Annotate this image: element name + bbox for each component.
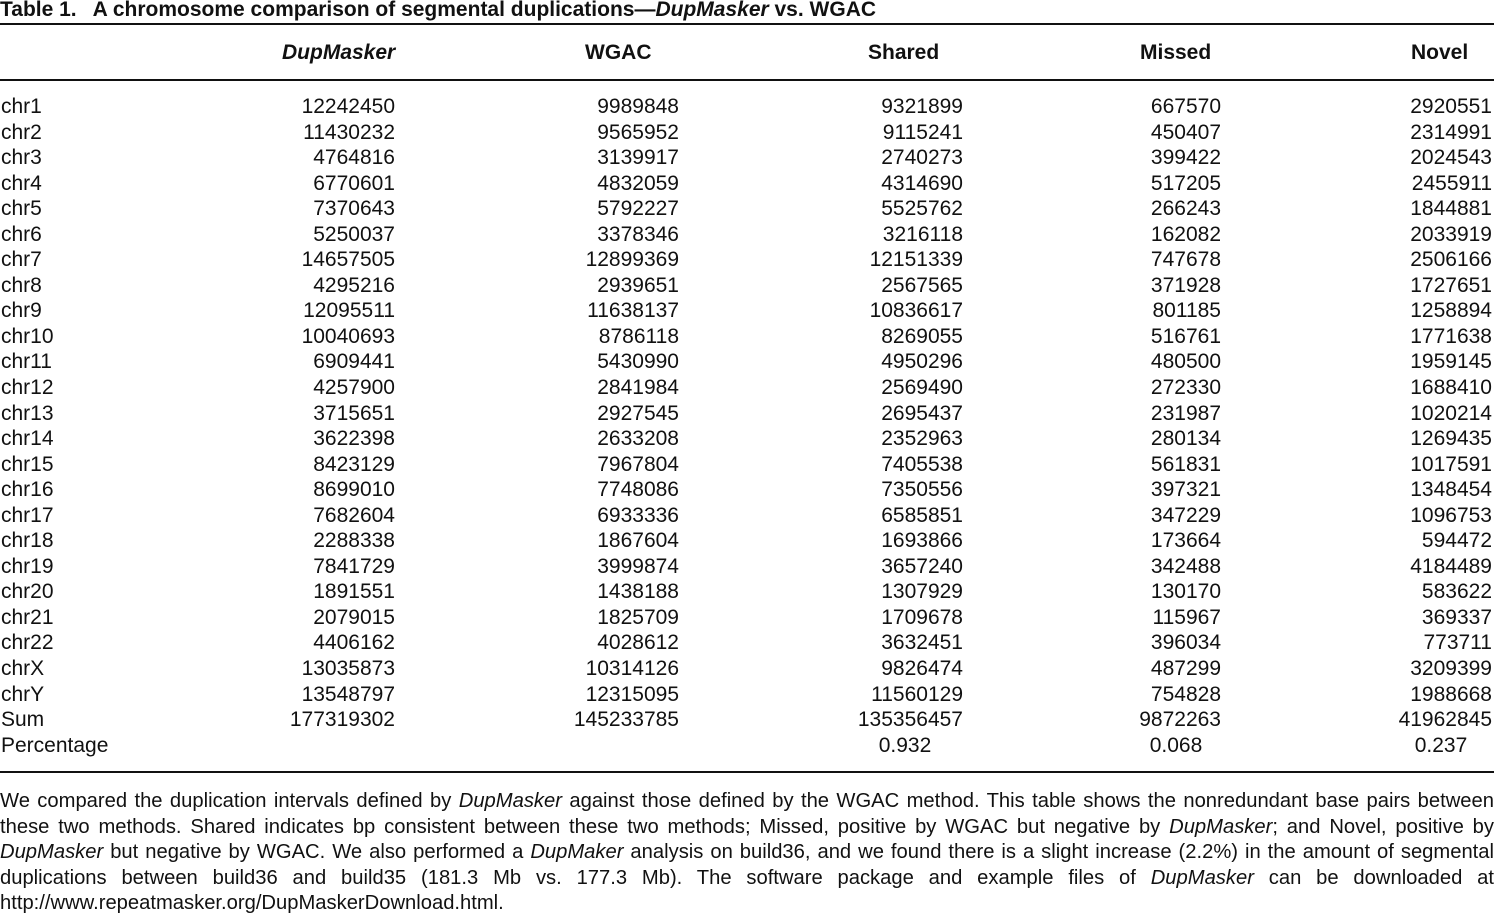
- cell-missed: 231987: [1150, 401, 1221, 425]
- cell-missed: 371928: [1150, 273, 1221, 297]
- cell-missed: 130170: [1150, 580, 1221, 604]
- top-rule: [0, 23, 1494, 25]
- cell-wgac: 10314126: [585, 657, 679, 681]
- row-label: chr12: [1, 376, 54, 400]
- cell-wgac: 3378346: [597, 222, 679, 246]
- cell-novel: 2455911: [1411, 171, 1492, 195]
- cell-missed: 480500: [1150, 350, 1221, 374]
- cell-shared: 1307929: [881, 580, 963, 604]
- cell-dupmasker: 7841729: [313, 554, 395, 578]
- cell-dupmasker: 11430232: [303, 120, 395, 144]
- cell-wgac: 12315095: [585, 682, 679, 706]
- cell-dupmasker: 3715651: [313, 401, 395, 425]
- cell-dupmasker: 8699010: [313, 478, 395, 502]
- cell-dupmasker: 2288338: [313, 529, 395, 553]
- cell-shared: 7405538: [881, 452, 963, 476]
- row-label: chr10: [1, 324, 54, 348]
- row-label: chr9: [1, 299, 42, 323]
- percentage-missed: 0.068: [1149, 733, 1203, 757]
- cell-shared: 9115241: [882, 120, 963, 144]
- cell-wgac: 1867604: [597, 529, 679, 553]
- percentage-novel: 0.237: [1414, 733, 1468, 757]
- cell-novel: 594472: [1421, 529, 1492, 553]
- table-footnote: [0, 789, 1494, 917]
- cell-novel: 1096753: [1410, 503, 1492, 527]
- bottom-rule: [0, 771, 1494, 773]
- footnote-text: ; and Novel, positive by: [1272, 815, 1494, 838]
- cell-wgac: 3999874: [597, 554, 679, 578]
- cell-dupmasker: 13548797: [301, 682, 395, 706]
- cell-novel: 1959145: [1410, 350, 1492, 374]
- cell-missed: 173664: [1150, 529, 1221, 553]
- footnote-italic: DupMasker: [458, 790, 562, 812]
- row-label: chr18: [1, 529, 54, 553]
- table-title-text-2: vs. WGAC: [768, 0, 877, 21]
- header-dupmasker: DupMasker: [282, 41, 396, 64]
- cell-missed: 272330: [1150, 376, 1221, 400]
- cell-missed: 801185: [1152, 299, 1221, 323]
- cell-shared: 4314690: [881, 171, 963, 195]
- cell-shared: 3632451: [881, 631, 963, 655]
- table-row: [0, 196, 1494, 222]
- cell-dupmasker: 4764816: [313, 146, 395, 170]
- cell-missed: 9872263: [1139, 708, 1221, 732]
- footnote-text: analysis on build36, and we found there is a slight increase (2.2%) in the amount of segmental duplications between build36 and build35 (181.3 Mb vs. 177.3 Mb). The software package and example files of: [0, 841, 1494, 889]
- table-row: [0, 298, 1494, 324]
- cell-shared: 3657240: [881, 554, 963, 578]
- table-row: [0, 579, 1494, 605]
- cell-wgac: 2841984: [597, 376, 679, 400]
- row-label: chr3: [1, 146, 42, 170]
- table-row: [0, 120, 1494, 146]
- row-label: chr14: [1, 427, 54, 451]
- cell-wgac: 2927545: [597, 401, 679, 425]
- cell-shared: 6585851: [881, 503, 963, 527]
- cell-shared: 10836617: [869, 299, 963, 323]
- cell-missed: 667570: [1150, 95, 1221, 118]
- cell-shared: 9826474: [881, 657, 963, 681]
- cell-novel: 1688410: [1410, 376, 1492, 400]
- footnote-italic: DupMasker: [0, 841, 104, 863]
- header-missed: Missed: [1140, 41, 1212, 64]
- cell-novel: 2024543: [1410, 146, 1492, 170]
- cell-dupmasker: 10040693: [301, 324, 395, 348]
- table-number: Table 1.: [0, 0, 77, 21]
- cell-novel: 773711: [1423, 631, 1492, 655]
- footnote-italic: DupMasker: [1150, 866, 1254, 889]
- cell-shared: 12151339: [869, 248, 963, 272]
- table-title-text-1: A chromosome comparison of segmental duplications—: [92, 0, 656, 21]
- cell-wgac: 7748086: [597, 478, 679, 502]
- footnote-italic: DupMasker: [1169, 815, 1273, 838]
- cell-novel: 1988668: [1410, 682, 1492, 706]
- cell-dupmasker: 1891551: [313, 580, 395, 604]
- cell-dupmasker: 7370643: [313, 197, 395, 221]
- row-label: Sum: [1, 708, 45, 732]
- table-row: [0, 528, 1494, 554]
- cell-novel: 3209399: [1410, 657, 1492, 681]
- footnote-text: against those defined by the WGAC method. This table shows the nonredundant base pairs between these two methods. Shared indicates bp consistent between these two methods; Missed, positive by WGAC but negative by: [0, 790, 1494, 838]
- cell-shared: 4950296: [881, 350, 963, 374]
- header-shared: Shared: [868, 41, 940, 64]
- cell-wgac: 9989848: [597, 95, 679, 118]
- row-label: chrX: [1, 657, 45, 681]
- cell-dupmasker: 8423129: [313, 452, 395, 476]
- table-row: [0, 171, 1494, 197]
- table-row: [0, 452, 1494, 478]
- cell-dupmasker: 4295216: [313, 273, 395, 297]
- cell-wgac: 12899369: [585, 248, 679, 272]
- table-row: [0, 503, 1494, 529]
- cell-novel: 1017591: [1410, 452, 1492, 476]
- cell-shared: 2569490: [881, 376, 963, 400]
- cell-dupmasker: 177319302: [289, 708, 395, 732]
- cell-wgac: 2633208: [597, 427, 679, 451]
- table-row: [0, 707, 1494, 733]
- cell-dupmasker: 13035873: [301, 657, 395, 681]
- cell-missed: 342488: [1150, 554, 1221, 578]
- table-row: [0, 375, 1494, 401]
- table-row: [0, 349, 1494, 375]
- cell-missed: 266243: [1150, 197, 1221, 221]
- header-novel: Novel: [1411, 41, 1469, 64]
- table-row: [0, 222, 1494, 248]
- table-row: [0, 656, 1494, 682]
- cell-missed: 517205: [1150, 171, 1221, 195]
- cell-wgac: 4028612: [597, 631, 679, 655]
- cell-dupmasker: 4406162: [313, 631, 395, 655]
- table-row: [0, 605, 1494, 631]
- cell-shared: 11560129: [871, 682, 963, 706]
- cell-missed: 754828: [1150, 682, 1221, 706]
- cell-novel: 583622: [1421, 580, 1492, 604]
- header-wgac: WGAC: [585, 41, 652, 64]
- cell-novel: 1771638: [1410, 324, 1492, 348]
- row-label: chr15: [1, 452, 54, 476]
- row-label: chr7: [1, 248, 42, 272]
- cell-missed: 396034: [1150, 631, 1221, 655]
- cell-dupmasker: 12095511: [303, 299, 395, 323]
- cell-dupmasker: 7682604: [313, 503, 395, 527]
- cell-missed: 347229: [1150, 503, 1221, 527]
- cell-wgac: 8786118: [598, 324, 679, 348]
- cell-wgac: 9565952: [597, 120, 679, 144]
- cell-novel: 369337: [1421, 605, 1492, 629]
- cell-dupmasker: 14657505: [301, 248, 395, 272]
- cell-shared: 1693866: [881, 529, 963, 553]
- cell-shared: 2695437: [881, 401, 963, 425]
- cell-dupmasker: 3622398: [313, 427, 395, 451]
- table-title: [0, 0, 876, 23]
- table-row: [0, 477, 1494, 503]
- table-row: [0, 324, 1494, 350]
- row-label: chr20: [1, 580, 54, 604]
- cell-shared: 2352963: [881, 427, 963, 451]
- cell-wgac: 11638137: [587, 299, 679, 323]
- cell-wgac: 4832059: [597, 171, 679, 195]
- row-label: chr16: [1, 478, 54, 502]
- cell-missed: 162082: [1150, 222, 1221, 246]
- cell-shared: 8269055: [881, 324, 963, 348]
- cell-novel: 1727651: [1410, 273, 1492, 297]
- cell-shared: 2567565: [881, 273, 963, 297]
- cell-missed: 280134: [1150, 427, 1221, 451]
- cell-dupmasker: 6770601: [313, 171, 395, 195]
- cell-dupmasker: 2079015: [313, 605, 395, 629]
- cell-missed: 450407: [1150, 120, 1221, 144]
- cell-wgac: 3139917: [597, 146, 679, 170]
- cell-novel: 1348454: [1410, 478, 1492, 502]
- table-row: [0, 554, 1494, 580]
- table-row: [0, 682, 1494, 708]
- cell-shared: 5525762: [881, 197, 963, 221]
- cell-novel: 4184489: [1410, 554, 1492, 578]
- row-label: chr11: [1, 350, 52, 374]
- cell-novel: 1020214: [1410, 401, 1492, 425]
- cell-missed: 487299: [1150, 657, 1221, 681]
- row-label: chr22: [1, 631, 54, 655]
- row-label: chr8: [1, 273, 42, 297]
- cell-novel: 2920551: [1410, 95, 1492, 118]
- cell-missed: 747678: [1150, 248, 1221, 272]
- cell-dupmasker: 4257900: [313, 376, 395, 400]
- cell-missed: 115967: [1152, 605, 1221, 629]
- row-label: chr13: [1, 401, 54, 425]
- cell-missed: 399422: [1150, 146, 1221, 170]
- percentage-row: [0, 733, 1494, 759]
- row-label: chr2: [1, 120, 42, 144]
- row-label: chr4: [1, 171, 42, 195]
- cell-shared: 3216118: [882, 222, 963, 246]
- table-row: [0, 145, 1494, 171]
- table-row: [0, 94, 1494, 120]
- table-row: [0, 273, 1494, 299]
- footnote-text: but negative by WGAC. We also performed a: [103, 841, 531, 863]
- table-row: [0, 630, 1494, 656]
- cell-wgac: 1438188: [597, 580, 679, 604]
- cell-novel: 2314991: [1410, 120, 1492, 144]
- cell-novel: 41962845: [1398, 708, 1492, 732]
- cell-dupmasker: 6909441: [313, 350, 395, 374]
- cell-missed: 397321: [1150, 478, 1221, 502]
- cell-wgac: 145233785: [573, 708, 679, 732]
- cell-wgac: 6933336: [597, 503, 679, 527]
- table-row: [0, 401, 1494, 427]
- cell-wgac: 5792227: [597, 197, 679, 221]
- cell-wgac: 2939651: [597, 273, 679, 297]
- cell-missed: 561831: [1150, 452, 1221, 476]
- cell-novel: 2506166: [1410, 248, 1492, 272]
- cell-novel: 1844881: [1410, 197, 1492, 221]
- cell-missed: 516761: [1150, 324, 1221, 348]
- cell-novel: 1258894: [1410, 299, 1492, 323]
- table-title-italic: DupMasker: [655, 0, 769, 21]
- row-label: chr6: [1, 222, 42, 246]
- cell-wgac: 1825709: [597, 605, 679, 629]
- cell-dupmasker: 12242450: [301, 95, 395, 118]
- row-label: chr1: [1, 95, 42, 118]
- cell-shared: 1709678: [881, 605, 963, 629]
- cell-wgac: 5430990: [597, 350, 679, 374]
- footnote-text: can be downloaded at http://www.repeatmasker.org/DupMaskerDownload.html.: [0, 866, 1494, 914]
- table-row: [0, 247, 1494, 273]
- row-label: chrY: [1, 682, 45, 706]
- row-label: chr17: [1, 503, 54, 527]
- cell-shared: 9321899: [881, 95, 963, 118]
- cell-wgac: 7967804: [597, 452, 679, 476]
- footnote-text: We compared the duplication intervals defined by: [0, 790, 459, 812]
- footnote-italic: DupMaker: [530, 841, 624, 863]
- table-row: [0, 426, 1494, 452]
- percentage-shared: 0.932: [878, 733, 932, 757]
- row-label: chr19: [1, 554, 54, 578]
- cell-shared: 7350556: [881, 478, 963, 502]
- cell-shared: 135356457: [857, 708, 963, 732]
- cell-novel: 1269435: [1410, 427, 1492, 451]
- table-body: [0, 94, 1494, 758]
- cell-novel: 2033919: [1410, 222, 1492, 246]
- row-label: chr21: [1, 605, 54, 629]
- row-label: chr5: [1, 197, 42, 221]
- header-rule: [0, 79, 1494, 81]
- cell-shared: 2740273: [881, 146, 963, 170]
- cell-dupmasker: 5250037: [313, 222, 395, 246]
- percentage-label: Percentage: [1, 733, 109, 757]
